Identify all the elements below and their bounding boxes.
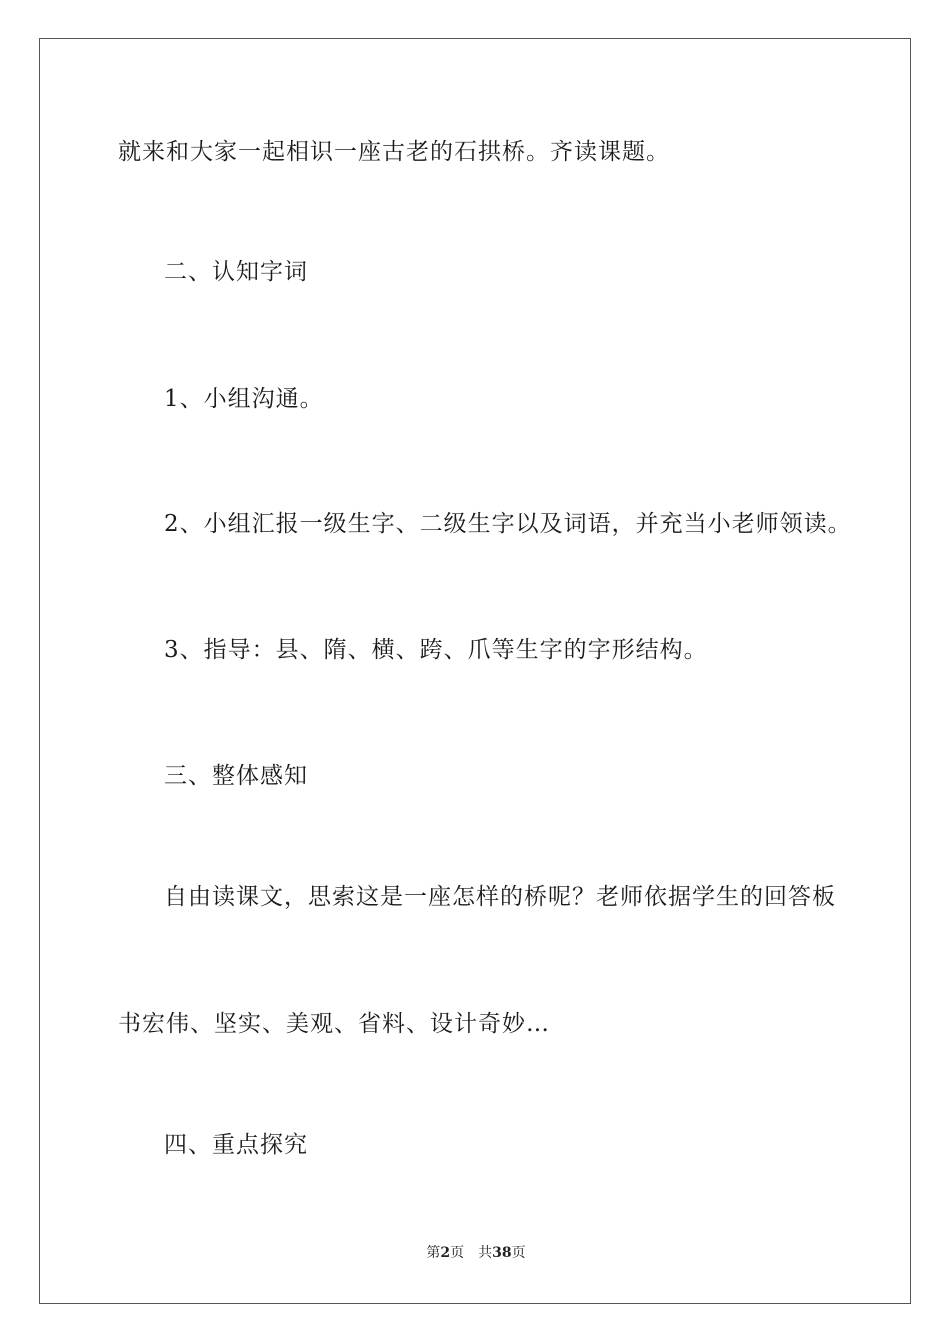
page-prefix: 第	[426, 1245, 441, 1261]
list-item: 1、小组沟通。	[164, 386, 324, 412]
list-item: 2、小组汇报一级生字、二级生字以及词语，并充当小老师领读。	[164, 511, 852, 537]
paragraph-line: 自由读课文，思索这是一座怎样的桥呢？老师依据学生的回答板	[164, 884, 836, 910]
page-number: 2	[440, 1245, 451, 1261]
total-prefix: 共	[478, 1245, 493, 1261]
page-frame	[39, 38, 911, 1304]
page-suffix: 页	[450, 1245, 465, 1261]
section-heading: 二、认知字词	[164, 259, 308, 285]
total-suffix: 页	[511, 1245, 526, 1261]
total-pages: 38	[492, 1245, 512, 1261]
paragraph-line: 就来和大家一起相识一座古老的石拱桥。齐读课题。	[118, 139, 670, 165]
list-item: 3、指导：县、隋、横、跨、爪等生字的字形结构。	[164, 637, 708, 663]
page-footer	[40, 1244, 912, 1262]
section-heading: 三、整体感知	[164, 763, 308, 789]
section-heading: 四、重点探究	[164, 1132, 308, 1158]
paragraph-line: 书宏伟、坚实、美观、省料、设计奇妙…	[118, 1011, 550, 1037]
